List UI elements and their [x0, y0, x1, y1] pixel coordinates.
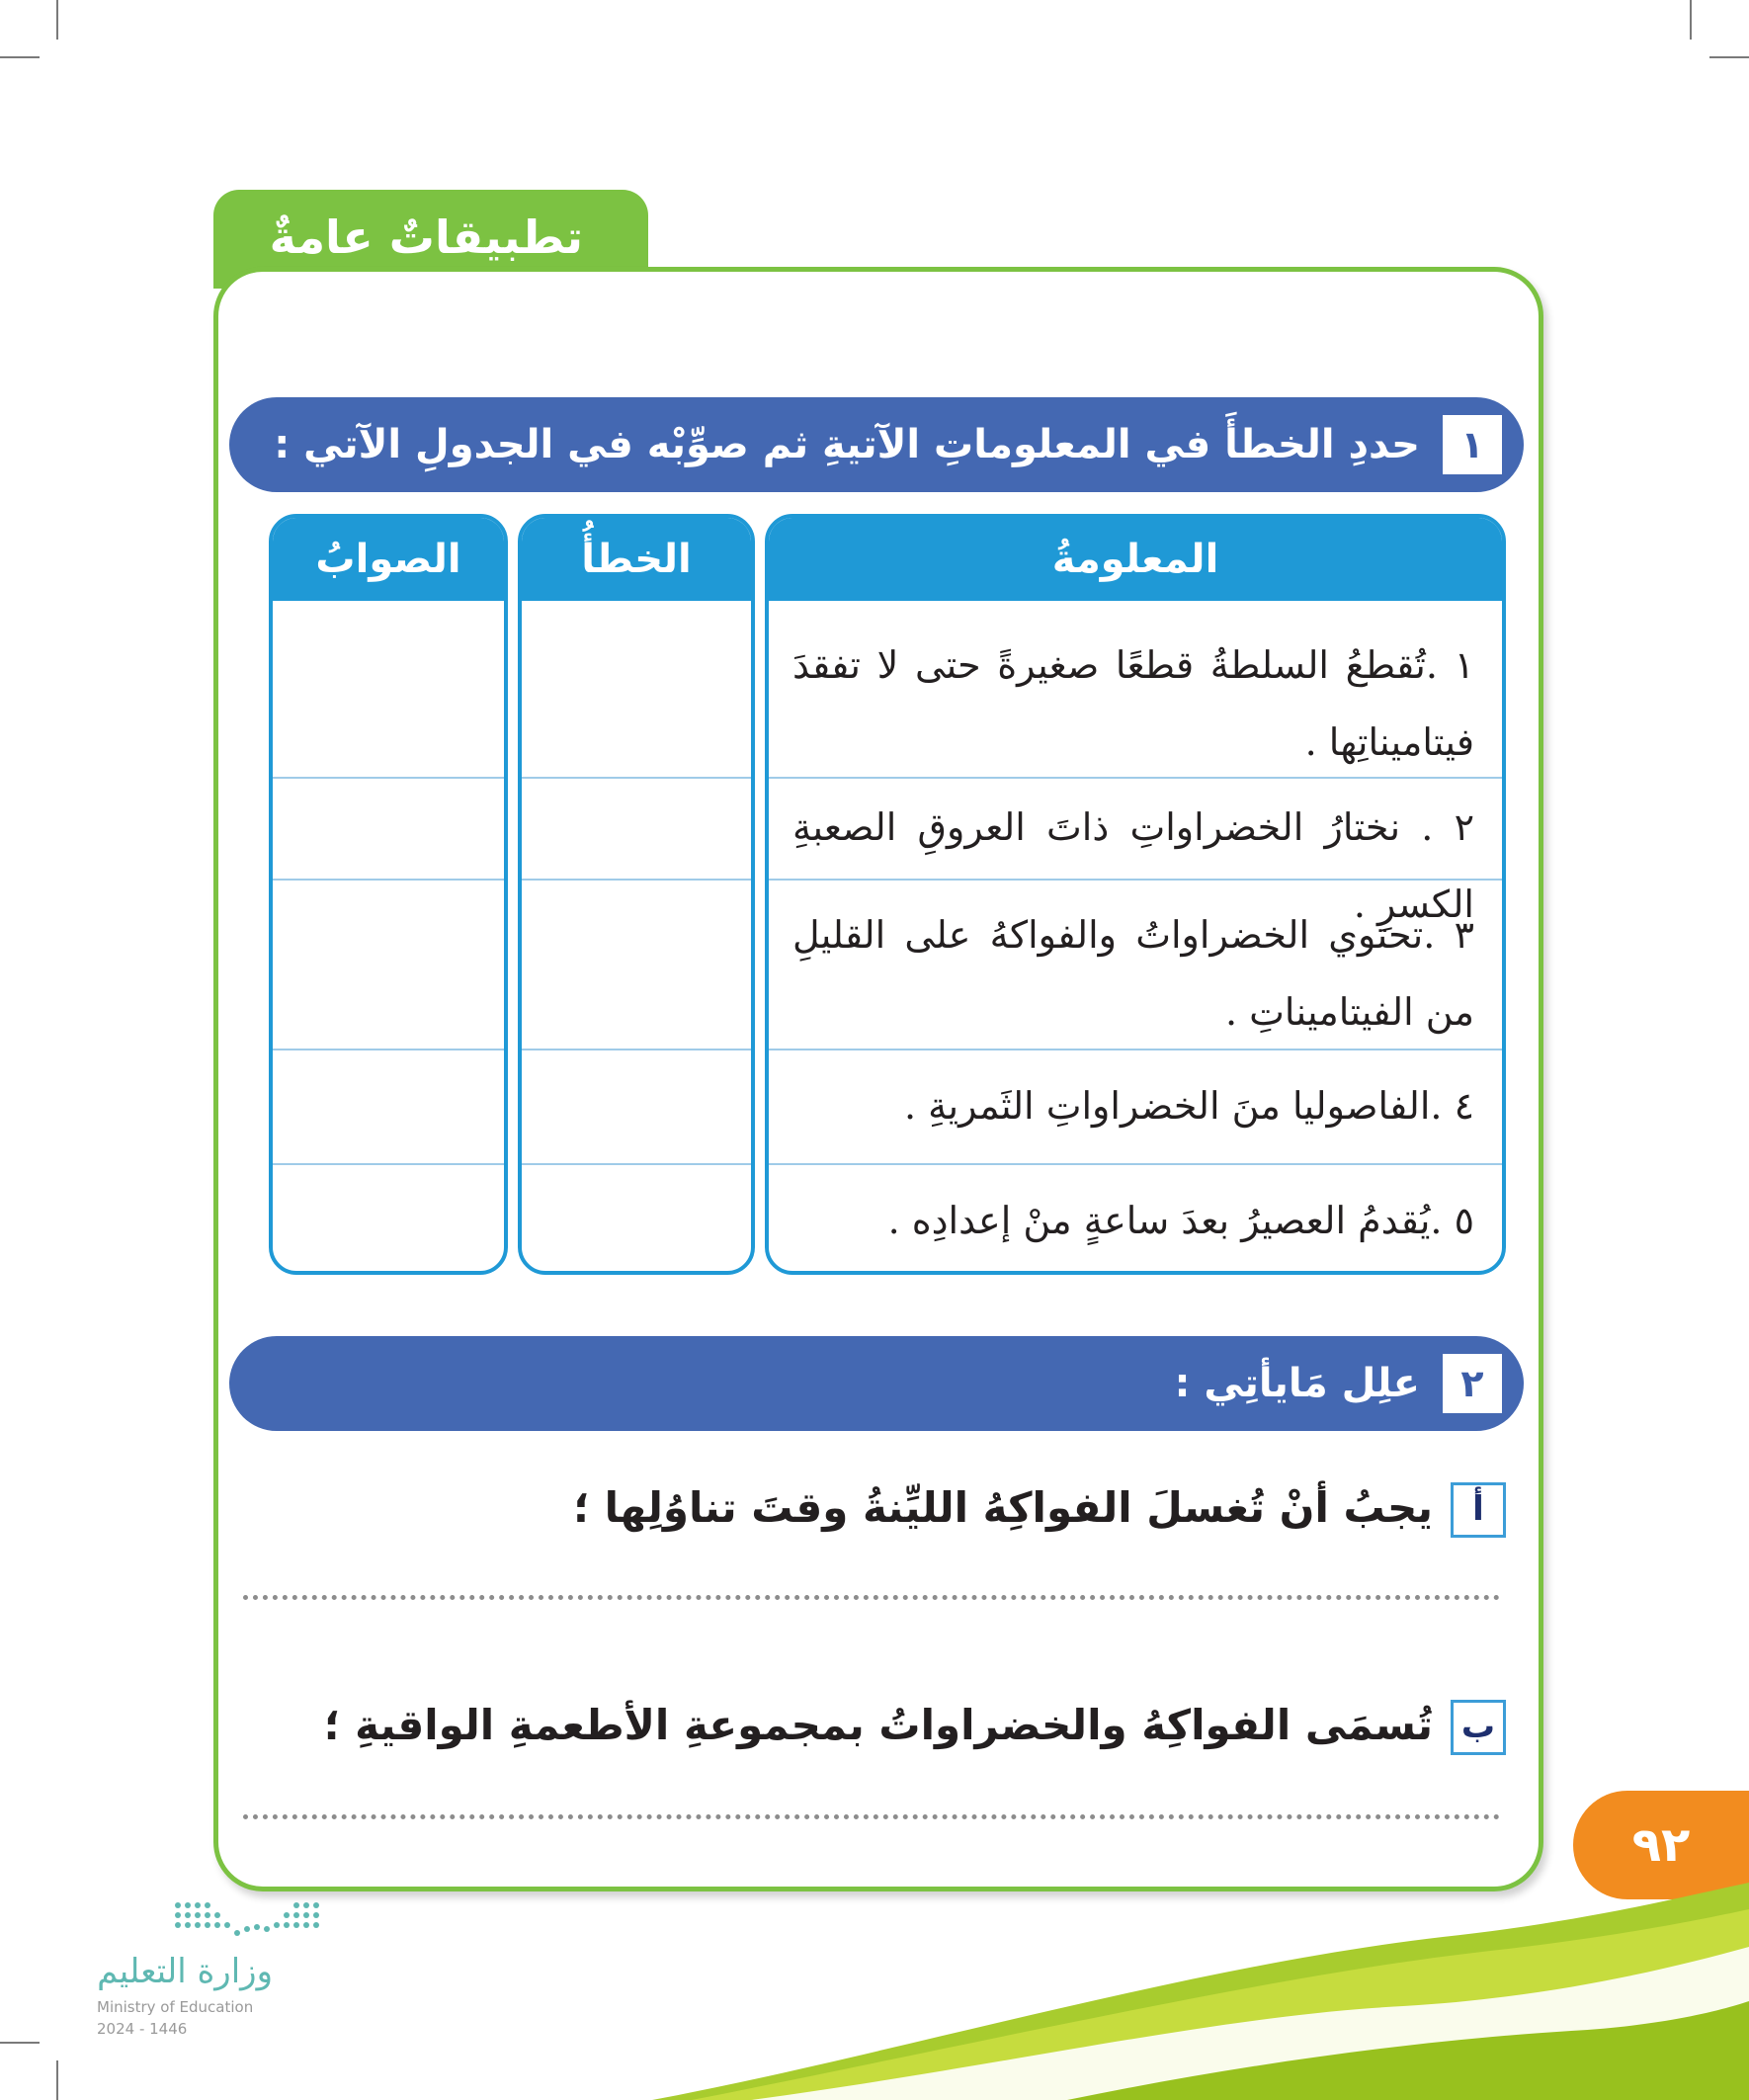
question-a-letter: أ — [1451, 1482, 1506, 1538]
question-a-text: يجبُ أنْ تُغسلَ الفواكِهُ الليِّنةُ وقتَ تناوُلِها ؛ — [573, 1483, 1433, 1532]
exercise-2-instruction: علِل مَايأتِي : — [1174, 1361, 1420, 1406]
exercise-1-instruction: حددِ الخطأَ في المعلوماتِ الآتيةِ ثم صوِّبْه في الجدولِ الآتي : — [274, 422, 1420, 467]
correct-header: الصوابُ — [273, 518, 504, 601]
exercise-2-number: ٢ — [1443, 1354, 1502, 1413]
exercise-1-number: ١ — [1443, 415, 1502, 474]
page-number: ٩٢ — [1573, 1791, 1749, 1899]
question-b-text: تُسمَى الفواكِهُ والخضراواتُ بمجموعةِ الأطعمةِ الواقيةِ ؛ — [323, 1701, 1433, 1749]
ministry-name-en: Ministry of Education — [97, 1998, 254, 2016]
section-title: تطبيقاتٌ عامةٌ — [269, 210, 583, 264]
info-row-1: ١ .تُقطعُ السلطةُ قطعًا صغيرةً حتى لا تفقدَ فيتاميناتِها . — [792, 643, 1474, 764]
info-row-3: ٣ .تحتوي الخضراواتُ والفواكهُ على القليلِ من الفيتاميناتِ . — [792, 913, 1474, 1034]
ministry-name-ar: وزارة التعليم — [97, 1952, 273, 1991]
info-row-2: ٢ . نختارُ الخضراواتِ ذاتَ العروقِ الصعبةِ الكسرِ . — [792, 805, 1474, 926]
ministry-logo-dots — [168, 1897, 326, 1943]
error-header: الخطأُ — [522, 518, 751, 601]
info-row-5: ٥ .يُقدمُ العصيرُ بعدَ ساعةٍ منْ إعدادِه . — [887, 1199, 1474, 1242]
info-header: المعلومةُ — [769, 518, 1502, 601]
info-row-4: ٤ .الفاصوليا منَ الخضراواتِ الثَمريةِ . — [903, 1084, 1474, 1128]
question-b-letter: ب — [1451, 1700, 1506, 1755]
edition-year: 2024 - 1446 — [97, 2020, 188, 2038]
